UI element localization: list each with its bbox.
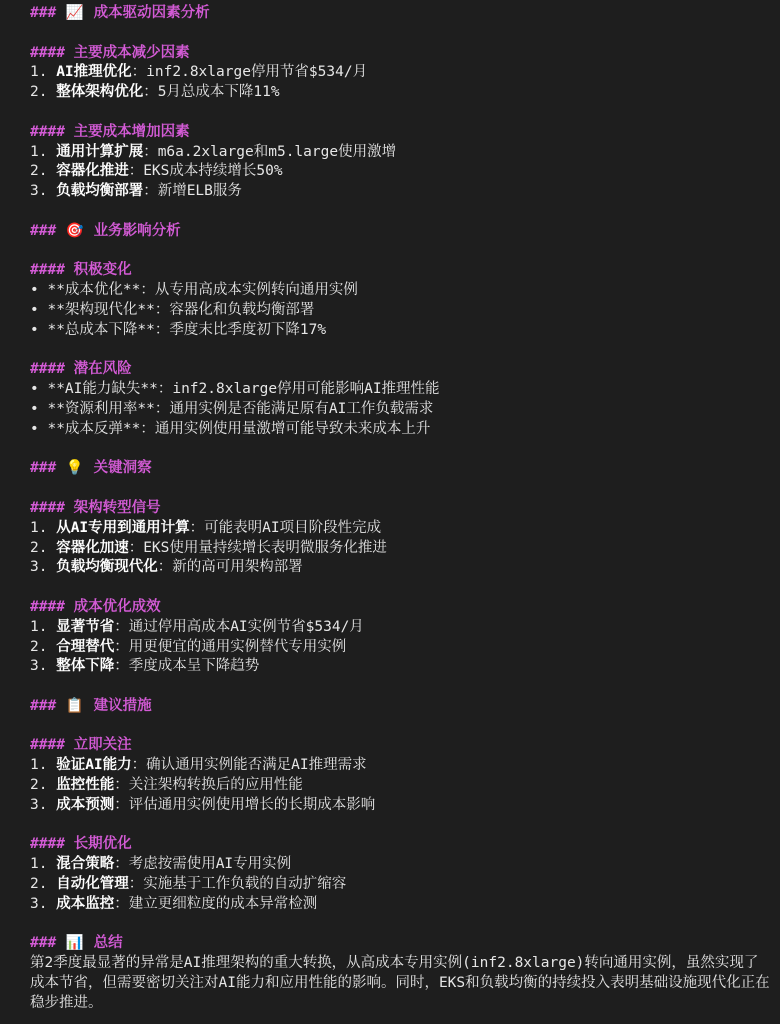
heading-marker: #### bbox=[30, 598, 74, 615]
item-description: ：可能表明AI项目阶段性完成 bbox=[189, 519, 382, 536]
section-heading-text: 关键洞察 bbox=[93, 460, 152, 477]
subsection-heading-text: 架构转型信号 bbox=[73, 499, 161, 516]
item-description: ：建立更细粒度的成本异常检测 bbox=[114, 895, 318, 912]
item-title: 容器化推进 bbox=[56, 163, 129, 180]
item-title: 容器化加速 bbox=[56, 539, 129, 556]
list-number: 1. bbox=[30, 64, 57, 81]
target-icon: 🎯 bbox=[65, 222, 84, 239]
item-description: ：inf2.8xlarge停用节省$534/月 bbox=[131, 64, 368, 81]
blank-line bbox=[30, 677, 770, 697]
chart-increasing-icon: 📈 bbox=[65, 5, 84, 21]
item-description: ：m6a.2xlarge和m5.large使用激增 bbox=[143, 143, 397, 160]
item-description: ：关注架构转换后的应用性能 bbox=[114, 777, 303, 794]
heading-marker: #### bbox=[30, 262, 74, 279]
bullet-item bbox=[30, 301, 770, 321]
item-title: 负载均衡现代化 bbox=[56, 559, 158, 576]
item-title: 验证AI能力 bbox=[56, 757, 132, 774]
heading-marker: #### bbox=[30, 361, 74, 378]
numbered-item bbox=[30, 618, 770, 638]
item-title: 成本监控 bbox=[56, 895, 115, 912]
item-title: 从AI专用到通用计算 bbox=[56, 519, 190, 536]
item-description: ：新的高可用架构部署 bbox=[157, 559, 303, 576]
list-number: 3. bbox=[30, 796, 57, 813]
light-bulb-icon: 💡 bbox=[65, 460, 84, 477]
item-title: 混合策略 bbox=[56, 856, 115, 873]
blank-line bbox=[30, 578, 770, 598]
list-number: 3. bbox=[30, 895, 57, 912]
subsection-heading bbox=[30, 261, 770, 281]
blank-line bbox=[30, 24, 770, 44]
heading-marker: #### bbox=[30, 737, 74, 754]
section-heading bbox=[30, 222, 770, 242]
section-heading bbox=[30, 934, 770, 954]
heading-marker: #### bbox=[30, 44, 74, 61]
heading-marker: #### bbox=[30, 836, 74, 853]
numbered-item bbox=[30, 182, 770, 202]
item-description: ：确认通用实例能否满足AI推理需求 bbox=[131, 757, 367, 774]
blank-line bbox=[30, 242, 770, 262]
subsection-heading bbox=[30, 835, 770, 855]
item-title: 显著节省 bbox=[56, 618, 115, 635]
item-description: ：EKS使用量持续增长表明微服务化推进 bbox=[128, 539, 387, 556]
item-title: 自动化管理 bbox=[56, 876, 129, 893]
numbered-item bbox=[30, 143, 770, 163]
list-number: 2. bbox=[30, 876, 57, 893]
item-title: 监控性能 bbox=[56, 777, 115, 794]
item-description: ：新增ELB服务 bbox=[143, 183, 242, 200]
numbered-item bbox=[30, 776, 770, 796]
numbered-item bbox=[30, 63, 770, 83]
blank-line bbox=[30, 440, 770, 460]
list-number: 2. bbox=[30, 84, 57, 101]
heading-marker: ### bbox=[30, 697, 65, 714]
subsection-heading-text: 长期优化 bbox=[73, 836, 132, 853]
bullet-text: • **总成本下降**：季度末比季度初下降17% bbox=[30, 321, 327, 338]
list-number: 2. bbox=[30, 163, 57, 180]
list-number: 2. bbox=[30, 638, 57, 655]
list-number: 1. bbox=[30, 618, 57, 635]
section-heading-text: 成本驱动因素分析 bbox=[93, 5, 210, 21]
bullet-text: • **资源利用率**：通用实例是否能满足原有AI工作负载需求 bbox=[30, 400, 434, 417]
heading-marker: ### bbox=[30, 460, 65, 477]
bullet-text: • **架构现代化**：容器化和负载均衡部署 bbox=[30, 301, 315, 318]
list-number: 1. bbox=[30, 757, 57, 774]
blank-line bbox=[30, 479, 770, 499]
heading-marker: ### bbox=[30, 5, 65, 21]
subsection-heading-text: 成本优化成效 bbox=[73, 598, 161, 615]
item-title: 负载均衡部署 bbox=[56, 183, 144, 200]
item-description: ：5月总成本下降11% bbox=[143, 84, 280, 101]
list-number: 1. bbox=[30, 519, 57, 536]
section-heading-text: 业务影响分析 bbox=[93, 222, 181, 239]
heading-marker: #### bbox=[30, 499, 74, 516]
bullet-item bbox=[30, 321, 770, 341]
bullet-item bbox=[30, 380, 770, 400]
list-number: 3. bbox=[30, 658, 57, 675]
item-description: ：实施基于工作负载的自动扩缩容 bbox=[128, 876, 347, 893]
numbered-item bbox=[30, 162, 770, 182]
numbered-item bbox=[30, 657, 770, 677]
subsection-heading bbox=[30, 123, 770, 143]
subsection-heading bbox=[30, 598, 770, 618]
heading-marker: #### bbox=[30, 123, 74, 140]
item-description: ：EKS成本持续增长50% bbox=[128, 163, 283, 180]
list-number: 3. bbox=[30, 559, 57, 576]
subsection-heading bbox=[30, 360, 770, 380]
subsection-heading-text: 积极变化 bbox=[73, 262, 132, 279]
numbered-item bbox=[30, 83, 770, 103]
numbered-item bbox=[30, 875, 770, 895]
subsection-heading bbox=[30, 736, 770, 756]
bullet-text: • **成本优化**：从专用高成本实例转向通用实例 bbox=[30, 282, 358, 299]
blank-line bbox=[30, 915, 770, 935]
section-heading bbox=[30, 697, 770, 717]
subsection-heading-text: 立即关注 bbox=[73, 737, 132, 754]
bar-chart-icon: 📊 bbox=[65, 935, 84, 952]
heading-marker: ### bbox=[30, 222, 65, 239]
list-number: 2. bbox=[30, 777, 57, 794]
subsection-heading-text: 主要成本减少因素 bbox=[73, 44, 190, 61]
bullet-item bbox=[30, 420, 770, 440]
section-heading-text: 建议措施 bbox=[93, 697, 152, 714]
item-description: ：考虑按需使用AI专用实例 bbox=[114, 856, 292, 873]
item-description: ：季度成本呈下降趋势 bbox=[114, 658, 260, 675]
bullet-text: • **AI能力缺失**：inf2.8xlarge停用可能影响AI推理性能 bbox=[30, 381, 440, 398]
list-number: 2. bbox=[30, 539, 57, 556]
blank-line bbox=[30, 202, 770, 222]
blank-line bbox=[30, 341, 770, 361]
heading-marker: ### bbox=[30, 935, 65, 952]
list-number: 1. bbox=[30, 856, 57, 873]
numbered-item bbox=[30, 519, 770, 539]
section-heading bbox=[30, 459, 770, 479]
item-title: 整体下降 bbox=[56, 658, 115, 675]
section-heading bbox=[30, 4, 770, 24]
list-number: 3. bbox=[30, 183, 57, 200]
numbered-item bbox=[30, 638, 770, 658]
summary-text: 第2季度最显著的异常是AI推理架构的重大转换，从高成本专用实例(inf2.8xlarge)转向通用实例，虽然实现了成本节省，但需要密切关注对AI能力和应用性能的影响。同时，EKS和负载均衡的持续投入表明基础设施现代化正在稳步推进。 bbox=[30, 955, 770, 1011]
subsection-heading-text: 潜在风险 bbox=[73, 361, 132, 378]
blank-line bbox=[30, 717, 770, 737]
item-description: ：评估通用实例使用增长的长期成本影响 bbox=[114, 796, 376, 813]
item-description: ：通过停用高成本AI实例节省$534/月 bbox=[114, 618, 364, 635]
section-heading-text: 总结 bbox=[93, 935, 123, 952]
blank-line bbox=[30, 816, 770, 836]
item-title: 通用计算扩展 bbox=[56, 143, 144, 160]
item-title: AI推理优化 bbox=[56, 64, 132, 81]
bullet-item bbox=[30, 281, 770, 301]
numbered-item bbox=[30, 756, 770, 776]
numbered-item bbox=[30, 558, 770, 578]
item-title: 整体架构优化 bbox=[56, 84, 144, 101]
item-description: ：用更便宜的通用实例替代专用实例 bbox=[114, 638, 347, 655]
bullet-text: • **成本反弹**：通用实例使用量激增可能导致未来成本上升 bbox=[30, 420, 431, 437]
subsection-heading bbox=[30, 499, 770, 519]
blank-line bbox=[30, 103, 770, 123]
bullet-item bbox=[30, 400, 770, 420]
subsection-heading-text: 主要成本增加因素 bbox=[73, 123, 190, 140]
numbered-item bbox=[30, 796, 770, 816]
item-title: 成本预测 bbox=[56, 796, 115, 813]
item-title: 合理替代 bbox=[56, 638, 115, 655]
numbered-item bbox=[30, 895, 770, 915]
list-number: 1. bbox=[30, 143, 57, 160]
subsection-heading bbox=[30, 44, 770, 64]
summary-paragraph bbox=[30, 954, 770, 1013]
numbered-item bbox=[30, 539, 770, 559]
clipboard-icon: 📋 bbox=[65, 697, 84, 714]
numbered-item bbox=[30, 855, 770, 875]
